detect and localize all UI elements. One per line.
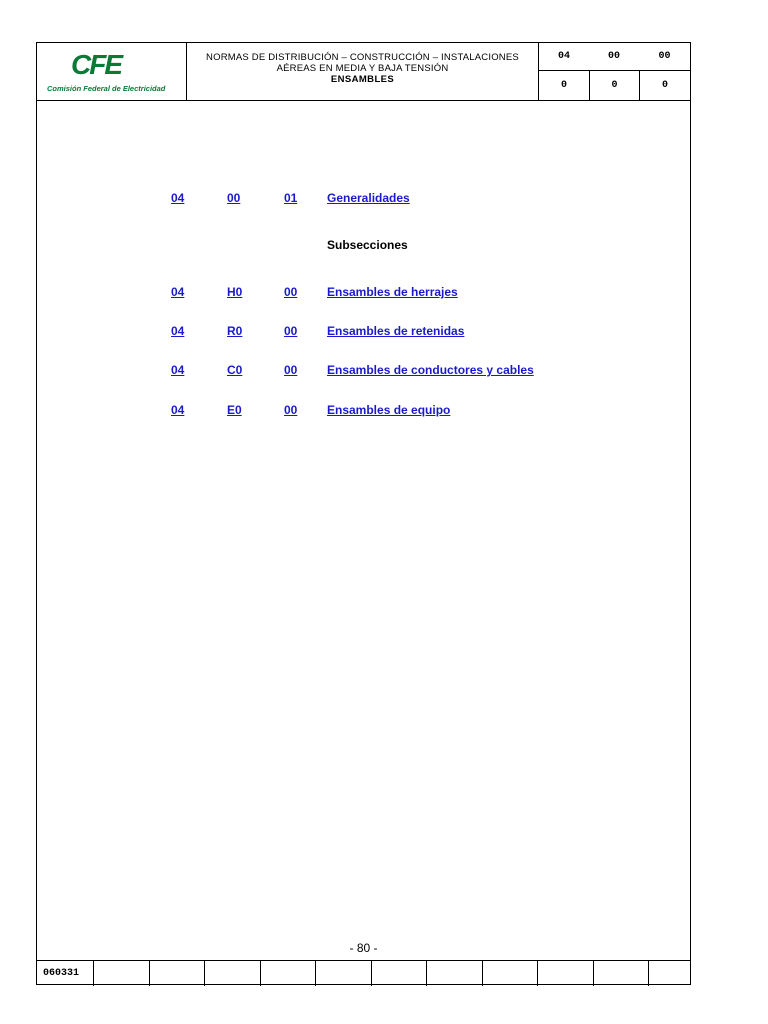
section-code-grid bbox=[539, 43, 690, 100]
code-top-1: 04 bbox=[539, 43, 589, 71]
entry-code-2[interactable]: R0 bbox=[227, 324, 243, 338]
document-title-cell bbox=[187, 43, 539, 100]
entry-code-1[interactable]: 04 bbox=[171, 191, 185, 205]
entry-code-3[interactable]: 00 bbox=[284, 363, 298, 377]
footer-cell bbox=[93, 961, 149, 986]
entry-code-3[interactable]: 00 bbox=[284, 285, 298, 299]
entry-code-3[interactable]: 01 bbox=[284, 191, 298, 205]
entry-link[interactable]: Ensambles de herrajes bbox=[327, 285, 458, 299]
index-entry[interactable] bbox=[37, 363, 690, 379]
entry-code-2[interactable]: C0 bbox=[227, 363, 243, 377]
title-line-2: AÉREAS EN MEDIA Y BAJA TENSIÓN bbox=[276, 63, 449, 74]
entry-code-2[interactable]: 00 bbox=[227, 191, 241, 205]
document-footer bbox=[37, 960, 690, 986]
entry-link[interactable]: Ensambles de conductores y cables bbox=[327, 363, 534, 377]
code-top-2: 00 bbox=[589, 43, 639, 71]
code-bottom-2: 0 bbox=[589, 71, 639, 100]
title-line-3: ENSAMBLES bbox=[330, 74, 395, 85]
logo-cell bbox=[37, 43, 187, 100]
cfe-logo-text: Comisión Federal de Electricidad bbox=[47, 84, 166, 93]
code-bottom-3: 0 bbox=[639, 71, 690, 100]
document-page bbox=[36, 42, 691, 985]
entry-code-1[interactable]: 04 bbox=[171, 363, 185, 377]
code-bottom-1: 0 bbox=[560, 80, 567, 91]
footer-cell bbox=[315, 961, 371, 986]
index-entry[interactable] bbox=[37, 285, 690, 301]
footer-code: 060331 bbox=[43, 968, 80, 979]
page-number: - 80 - bbox=[349, 941, 378, 955]
entry-code-2[interactable]: H0 bbox=[227, 285, 243, 299]
footer-cell bbox=[260, 961, 315, 986]
entry-code-3[interactable]: 00 bbox=[284, 324, 298, 338]
entry-code-1[interactable]: 04 bbox=[171, 403, 185, 417]
footer-cell bbox=[149, 961, 204, 986]
entry-code-2[interactable]: E0 bbox=[227, 403, 242, 417]
subsections-heading-row bbox=[37, 238, 690, 254]
subsections-heading: Subsecciones bbox=[327, 238, 408, 252]
entry-code-1[interactable]: 04 bbox=[171, 285, 185, 299]
entry-code-1[interactable]: 04 bbox=[171, 324, 185, 338]
document-header bbox=[37, 43, 690, 101]
footer-cell bbox=[482, 961, 537, 986]
code-top-3: 00 bbox=[639, 43, 690, 71]
footer-cell bbox=[593, 961, 648, 986]
cfe-logo: CFE bbox=[71, 49, 121, 80]
footer-cell bbox=[426, 961, 482, 986]
entry-code-3[interactable]: 00 bbox=[284, 403, 298, 417]
footer-cell bbox=[537, 961, 593, 986]
footer-cell bbox=[204, 961, 260, 986]
footer-cell bbox=[648, 961, 690, 986]
title-line-1: NORMAS DE DISTRIBUCIÓN – CONSTRUCCIÓN – INSTALACIONES bbox=[206, 52, 519, 63]
index-entry[interactable] bbox=[37, 403, 690, 419]
entry-link[interactable]: Generalidades bbox=[327, 191, 410, 205]
entry-link[interactable]: Ensambles de equipo bbox=[327, 403, 451, 417]
footer-cell bbox=[371, 961, 426, 986]
entry-link[interactable]: Ensambles de retenidas bbox=[327, 324, 465, 338]
index-entry-generalidades[interactable] bbox=[37, 191, 690, 207]
index-entry[interactable] bbox=[37, 324, 690, 340]
